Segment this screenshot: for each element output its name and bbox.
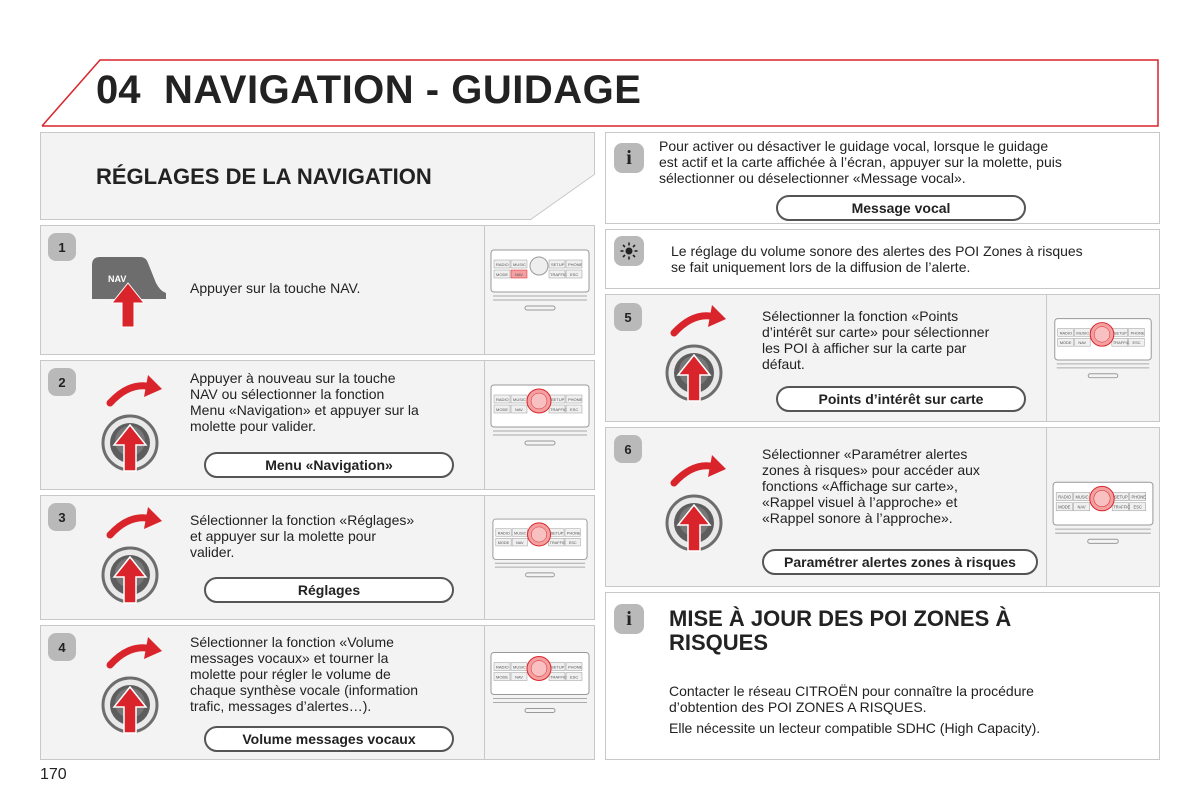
rotary-knob-icon — [100, 507, 180, 612]
step-6-text: Sélectionner «Paramétrer alertes zones à risques» pour accéder aux fonctions «Affichage sur carte», «Rappel visuel à l’approche» et «Rappel sonore à l’approche». — [762, 446, 980, 526]
message-vocal-button[interactable]: Message vocal — [776, 195, 1026, 221]
info-voice-text: Pour activer ou désactiver le guidage vocal, lorsque le guidage est actif et la carte affichée à l’écran, appuyer sur la molette, puis sélectionner ou déselectionner «Message vocal». — [659, 138, 1062, 186]
step-4-text: Sélectionner la fonction «Volume messages vocaux» et tourner la molette pour régler le volume de chaque synthèse vocale (information trafic, messages d’alertes…). — [190, 634, 419, 714]
menu-navigation-button[interactable]: Menu «Navigation» — [204, 452, 454, 478]
page-title: NAVIGATION - GUIDAGE — [164, 68, 642, 112]
radio-panel-illustration — [484, 496, 594, 619]
update-poi-text: Contacter le réseau CITROËN pour connaître la procédure d’obtention des POI ZONES A RISQUES. — [669, 683, 1034, 715]
parametrer-alertes-button[interactable]: Paramétrer alertes zones à risques — [762, 549, 1038, 575]
radio-panel-illustration — [1046, 295, 1156, 421]
step-2-text: Appuyer à nouveau sur la touche NAV ou sélectionner la fonction Menu «Navigation» et appuyer sur la molette pour valider. — [190, 370, 419, 434]
page-number: 170 — [40, 766, 67, 783]
rotary-knob-icon — [100, 637, 180, 742]
rotary-knob-icon — [664, 455, 744, 560]
step-number: 5 — [614, 303, 642, 331]
update-poi-text2: Elle nécessite un lecteur compatible SDHC (High Capacity). — [669, 720, 1041, 736]
nav-key-label: NAV — [108, 274, 127, 284]
step-number: 2 — [48, 368, 76, 396]
sun-icon — [614, 236, 644, 266]
info-icon: i — [614, 604, 644, 634]
rotary-knob-icon — [100, 375, 180, 480]
step-1-text: Appuyer sur la touche NAV. — [190, 280, 361, 296]
rotary-knob-icon — [664, 305, 744, 410]
radio-panel-illustration — [484, 226, 594, 354]
corner-cut — [530, 174, 596, 221]
update-poi-title: MISE À JOUR DES POI ZONES À RISQUES — [669, 606, 1012, 655]
nav-key-illustration — [90, 255, 168, 330]
tip-volume-text: Le réglage du volume sonore des alertes des POI Zones à risques se fait uniquement lors de la diffusion de l’alerte. — [671, 243, 1083, 275]
radio-panel-illustration — [484, 361, 594, 489]
reglages-button[interactable]: Réglages — [204, 577, 454, 603]
info-icon: i — [614, 143, 644, 173]
step-3-text: Sélectionner la fonction «Réglages» et appuyer sur la molette pour valider. — [190, 512, 415, 560]
radio-panel-illustration — [484, 626, 594, 759]
step-number: 3 — [48, 503, 76, 531]
section-title: RÉGLAGES DE LA NAVIGATION — [96, 164, 432, 189]
volume-messages-vocaux-button[interactable]: Volume messages vocaux — [204, 726, 454, 752]
step-number: 1 — [48, 233, 76, 261]
step-number: 4 — [48, 633, 76, 661]
step-5-text: Sélectionner la fonction «Points d’intérêt sur carte» pour sélectionner les POI à afficher sur la carte par défaut. — [762, 308, 990, 372]
chapter-number: 04 — [96, 68, 141, 112]
points-interet-button[interactable]: Points d’intérêt sur carte — [776, 386, 1026, 412]
radio-panel-illustration — [1046, 428, 1156, 586]
step-number: 6 — [614, 435, 642, 463]
